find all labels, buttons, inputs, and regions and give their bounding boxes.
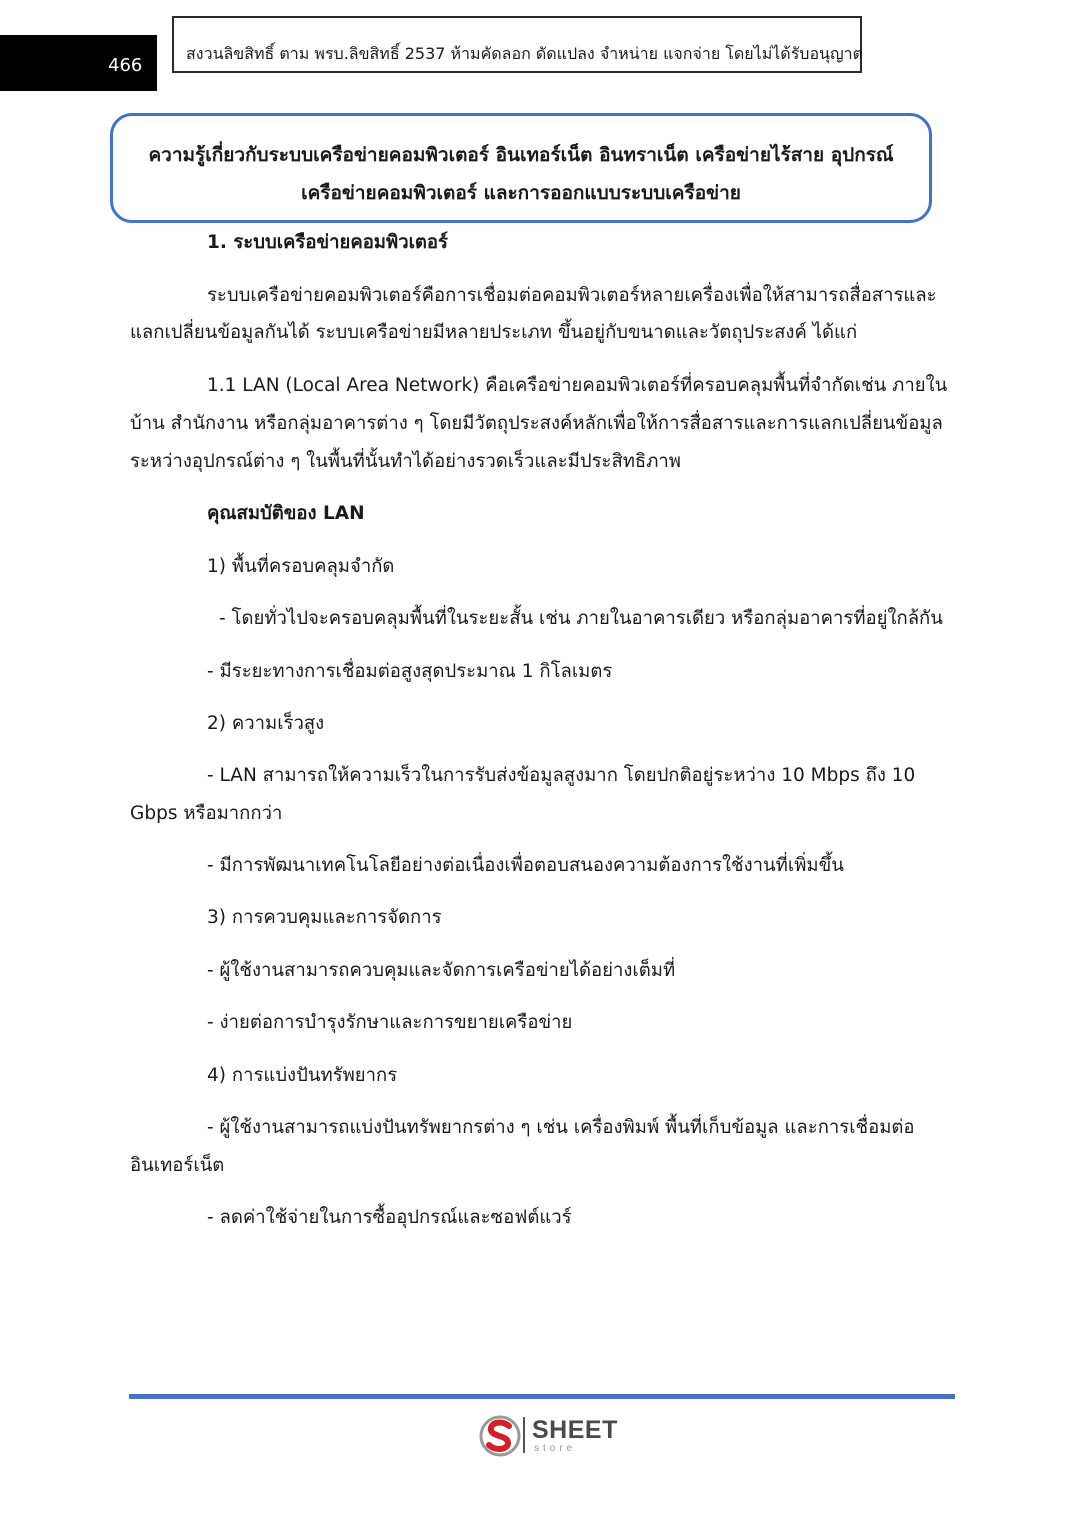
property-4-title: 4) การแบ่งปันทรัพยากร <box>207 1065 398 1086</box>
lan-definition-line-1: 1.1 LAN (Local Area Network) คือเครือข่ายคอมพิวเตอร์ที่ครอบคลุมพื้นที่จำกัดเช่น ภายใน <box>207 375 948 396</box>
chapter-title-box <box>110 113 932 223</box>
property-1-bullet-2: - มีระยะทางการเชื่อมต่อสูงสุดประมาณ 1 กิโลเมตร <box>207 661 613 682</box>
logo-subtext: store <box>534 1443 577 1454</box>
page-number-tab <box>0 35 157 91</box>
chapter-title-line-2: เครือข่ายคอมพิวเตอร์ และการออกแบบระบบเครือข่าย <box>301 182 741 204</box>
property-1-bullet-1: - โดยทั่วไปจะครอบคลุมพื้นที่ในระยะสั้น เช่น ภายในอาคารเดียว หรือกลุ่มอาคารที่อยู่ใกล้กัน <box>219 608 943 629</box>
lan-properties-heading: คุณสมบัติของ LAN <box>207 503 365 524</box>
lan-definition-line-2: บ้าน สำนักงาน หรือกลุ่มอาคารต่าง ๆ โดยมีวัตถุประสงค์หลักเพื่อให้การสื่อสารและการแลกเปลี่ยนข้อมูล <box>130 413 943 434</box>
property-3-bullet-2: - ง่ายต่อการบำรุงรักษาและการขยายเครือข่าย <box>207 1012 573 1033</box>
intro-paragraph-line-1: ระบบเครือข่ายคอมพิวเตอร์คือการเชื่อมต่อคอมพิวเตอร์หลายเครื่องเพื่อให้สามารถสื่อสารและ <box>207 285 937 306</box>
property-3-title: 3) การควบคุมและการจัดการ <box>207 907 442 928</box>
property-2-title: 2) ความเร็วสูง <box>207 713 325 734</box>
copyright-notice-box <box>172 16 862 73</box>
property-2-bullet-2: - มีการพัฒนาเทคโนโลยีอย่างต่อเนื่องเพื่อตอบสนองความต้องการใช้งานที่เพิ่มขึ้น <box>207 855 844 876</box>
page-number: 466 <box>108 55 143 76</box>
property-2-bullet-1-line-1: - LAN สามารถให้ความเร็วในการรับส่งข้อมูลสูงมาก โดยปกติอยู่ระหว่าง 10 Mbps ถึง 10 <box>207 765 916 786</box>
section-heading: 1. ระบบเครือข่ายคอมพิวเตอร์ <box>207 232 448 253</box>
copyright-notice: สงวนลิขสิทธิ์ ตาม พรบ.ลิขสิทธิ์ 2537 ห้ามคัดลอก ดัดแปลง จำหน่าย แจกจ่าย โดยไม่ได้รับอนุญาต <box>186 44 863 63</box>
chapter-title-line-1: ความรู้เกี่ยวกับระบบเครือข่ายคอมพิวเตอร์ อินเทอร์เน็ต อินทราเน็ต เครือข่ายไร้สาย อุปกรณ์ <box>148 144 894 166</box>
sheet-store-logo <box>478 1414 628 1458</box>
property-2-bullet-1-line-2: Gbps หรือมากกว่า <box>130 803 283 824</box>
logo-wordmark: SHEET <box>532 1416 618 1444</box>
property-4-bullet-1-line-1: - ผู้ใช้งานสามารถแบ่งปันทรัพยากรต่าง ๆ เช่น เครื่องพิมพ์ พื้นที่เก็บข้อมูล และการเชื่อมต่อ <box>207 1117 915 1138</box>
intro-paragraph-line-2: แลกเปลี่ยนข้อมูลกันได้ ระบบเครือข่ายมีหลายประเภท ขึ้นอยู่กับขนาดและวัตถุประสงค์ ได้แก่ <box>130 322 858 343</box>
property-4-bullet-2: - ลดค่าใช้จ่ายในการซื้ออุปกรณ์และซอฟต์แวร์ <box>207 1207 572 1228</box>
logo-separator <box>523 1417 525 1453</box>
lan-definition-line-3: ระหว่างอุปกรณ์ต่าง ๆ ในพื้นที่นั้นทำได้อย่างรวดเร็วและมีประสิทธิภาพ <box>130 451 681 472</box>
property-1-title: 1) พื้นที่ครอบคลุมจำกัด <box>207 556 395 577</box>
footer-rule <box>129 1394 955 1399</box>
property-3-bullet-1: - ผู้ใช้งานสามารถควบคุมและจัดการเครือข่ายได้อย่างเต็มที่ <box>207 960 676 981</box>
property-4-bullet-1-line-2: อินเทอร์เน็ต <box>130 1155 225 1176</box>
sheet-store-s-icon <box>478 1414 522 1458</box>
